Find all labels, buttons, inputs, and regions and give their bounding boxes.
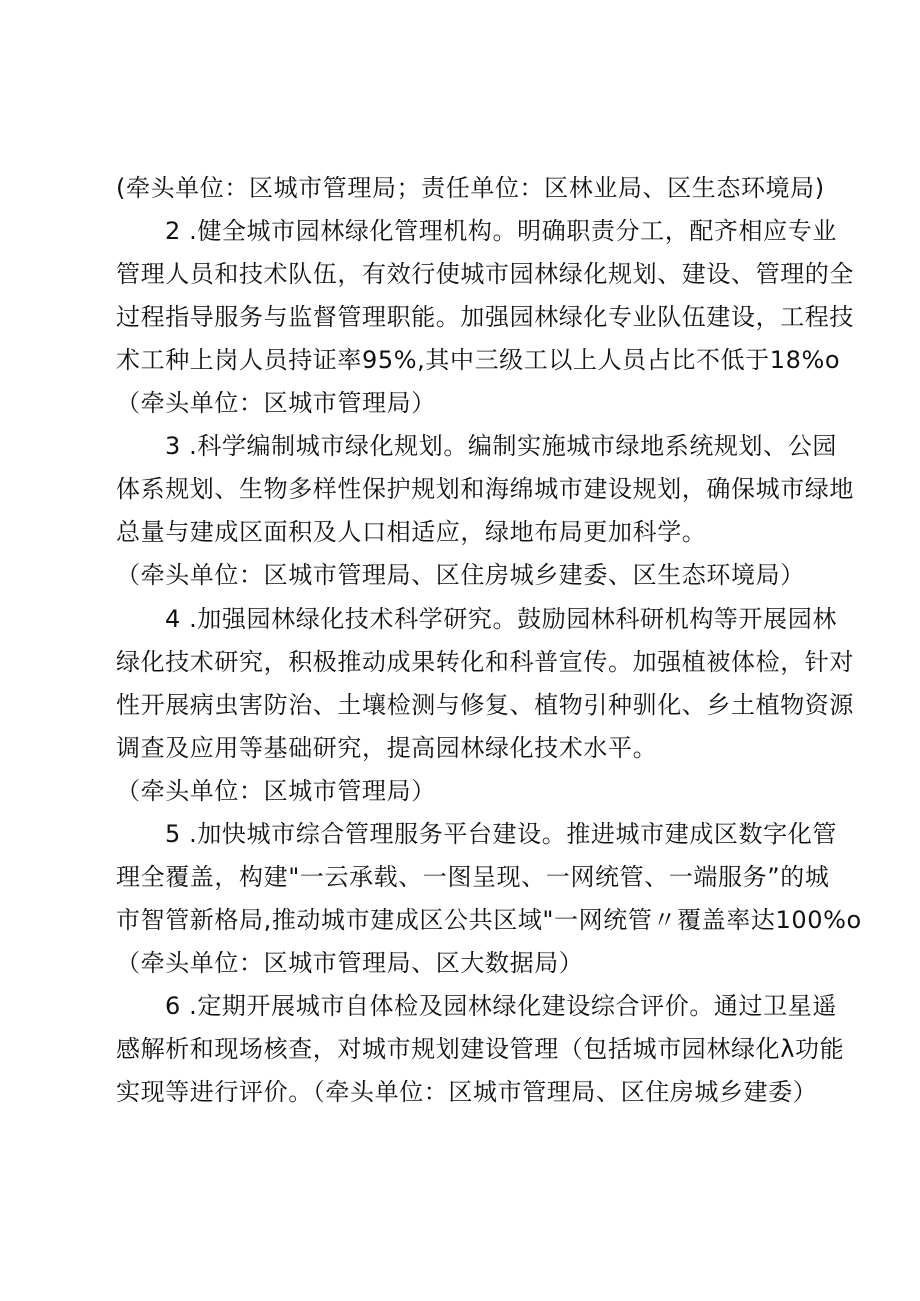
text-line: 管理人员和技术队伍，有效行使城市园林绿化规划、建设、管理的全 <box>116 260 854 288</box>
paragraph-6-heading: 6 .定期开展城市自体检及园林绿化建设综合评价。通过卫星遥 <box>165 992 837 1020</box>
text-line: 总量与建成区面积及人口相适应，绿地布局更加科学。 <box>116 518 707 546</box>
responsible-unit-note: （牵头单位：区城市管理局、区住房城乡建委、区生态环境局） <box>116 561 805 589</box>
text-line: 感解析和现场核查，对城市规划建设管理（包括城市园林绿化λ功能 <box>116 1035 845 1063</box>
text-line: 绿化技术研究，积极推动成果转化和科普宣传。加强植被体检，针对 <box>116 648 854 676</box>
text-line: 性开展病虫害防治、土壤检测与修复、植物引种驯化、乡土植物资源 <box>116 691 854 719</box>
text-line: 体系规划、生物多样性保护规划和海绵城市建设规划，确保城市绿地 <box>116 475 854 503</box>
text-line: 市智管新格局,推动城市建成区公共区域"一网统管〃覆盖率达100%o <box>116 906 862 934</box>
paragraph-5-heading: 5 .加快城市综合管理服务平台建设。推进城市建成区数字化管 <box>165 820 837 848</box>
paragraph-4-heading: 4 .加强园林绿化技术科学研究。鼓励园林科研机构等开展园林 <box>165 605 837 633</box>
text-line: 实现等进行评价。（牵头单位：区城市管理局、区住房城乡建委） <box>116 1078 818 1106</box>
text-line: 调查及应用等基础研究，提高园林绿化技术水平。 <box>116 734 658 762</box>
paragraph-2-heading: 2 .健全城市园林绿化管理机构。明确职责分工，配齐相应专业 <box>165 217 837 245</box>
text-line: 理全覆盖，构建"一云承载、一图呈现、一网统管、一端服务”的城 <box>116 863 830 891</box>
paragraph-3-heading: 3 .科学编制城市绿化规划。编制实施城市绿地系统规划、公园 <box>165 432 837 460</box>
text-line: 术工种上岗人员持证率95%,其中三级工以上人员占比不低于18%o <box>116 346 841 374</box>
responsible-unit-note: （牵头单位：区城市管理局） <box>116 777 436 805</box>
text-line: (牵头单位：区城市管理局；责任单位：区林业局、区生态环境局) <box>116 174 825 202</box>
responsible-unit-note: （牵头单位：区城市管理局） <box>116 389 436 417</box>
responsible-unit-note: （牵头单位：区城市管理局、区大数据局） <box>116 949 584 977</box>
text-line: 过程指导服务与监督管理职能。加强园林绿化专业队伍建设，工程技 <box>116 303 854 331</box>
